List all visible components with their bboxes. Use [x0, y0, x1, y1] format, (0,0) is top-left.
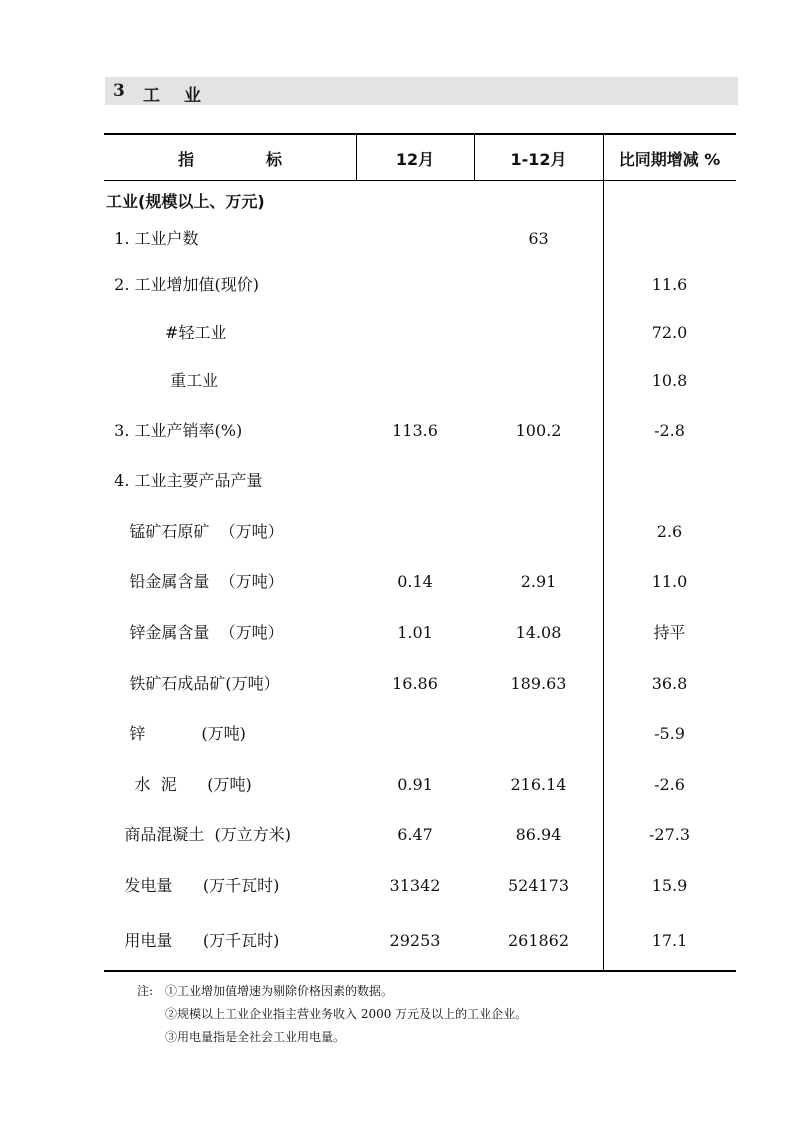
row-label: 用电量 (万千瓦时) — [104, 931, 280, 950]
table-row — [104, 621, 736, 645]
row-ytd-value: 2.91 — [520, 572, 557, 591]
row-change-value — [603, 227, 736, 251]
row-month-value: 31342 — [389, 876, 441, 895]
row-change-value: 11.0 — [651, 572, 688, 591]
row-month-value — [356, 469, 474, 493]
row-ytd-value — [474, 321, 603, 345]
row-label: 4. 工业主要产品产量 — [104, 471, 263, 490]
table-row — [104, 321, 736, 345]
table-row — [104, 823, 736, 847]
row-ytd-value — [474, 369, 603, 393]
table-row — [104, 722, 736, 746]
table-row — [104, 419, 736, 443]
header-indicator-char-1: 指 — [177, 149, 194, 169]
row-ytd-value: 524173 — [507, 876, 570, 895]
row-label: 发电量 (万千瓦时) — [104, 876, 280, 895]
row-change-value: -2.8 — [654, 421, 685, 440]
row-label: 水 泥 (万吨) — [104, 775, 252, 794]
footnote-prefix: 注: — [137, 984, 154, 998]
section-number: 3 — [113, 81, 125, 101]
row-month-value: 1.01 — [397, 623, 433, 642]
row-label: 铅金属含量 （万吨） — [104, 572, 284, 591]
row-change-value: 17.1 — [651, 931, 688, 950]
row-label: 锌 (万吨) — [104, 724, 246, 743]
row-ytd-value — [474, 273, 603, 297]
table-row — [104, 469, 736, 493]
row-label: 3. 工业产销率(%) — [104, 421, 243, 440]
footnotes — [137, 980, 528, 1049]
row-month-value — [356, 722, 474, 746]
row-month-value: 0.14 — [397, 572, 433, 591]
row-label: 重工业 — [104, 371, 219, 390]
row-ytd-value: 86.94 — [515, 825, 562, 844]
header-indicator — [104, 135, 356, 181]
row-ytd-value: 14.08 — [515, 623, 562, 642]
row-month-value: 6.47 — [397, 825, 433, 844]
row-change-value: -2.6 — [654, 775, 685, 794]
row-month-value — [356, 273, 474, 297]
table-row — [104, 369, 736, 393]
footnote — [137, 980, 394, 1003]
row-change-value: 72.0 — [651, 323, 688, 342]
row-month-value — [356, 227, 474, 251]
row-change-value: 15.9 — [651, 876, 688, 895]
footnote — [137, 1003, 528, 1026]
row-change-value: 11.6 — [651, 275, 688, 294]
section-header — [105, 77, 738, 105]
row-label: 锰矿石原矿 （万吨） — [104, 522, 284, 541]
header-month: 12月 — [395, 149, 435, 169]
table-row — [104, 227, 736, 251]
header-ytd: 1-12月 — [510, 149, 567, 169]
table-row — [104, 773, 736, 797]
header-change: 比同期增减 % — [618, 149, 721, 169]
row-change-value: 10.8 — [651, 371, 688, 390]
row-ytd-value — [474, 722, 603, 746]
row-change-value — [603, 469, 736, 493]
row-month-value — [356, 321, 474, 345]
row-label: 铁矿石成品矿(万吨） — [104, 674, 280, 693]
row-month-value — [356, 369, 474, 393]
footnote-text: ③用电量指是全社会工业用电量。 — [165, 1030, 346, 1044]
row-change-value: -5.9 — [654, 724, 685, 743]
row-change-value: 2.6 — [656, 522, 683, 541]
row-ytd-value: 100.2 — [515, 421, 562, 440]
header-indicator-char-2: 标 — [266, 149, 283, 169]
row-month-value — [356, 520, 474, 544]
row-ytd-value: 189.63 — [510, 674, 567, 693]
footnote-text: ②规模以上工业企业指主营业务收入 2000 万元及以上的工业企业。 — [165, 1007, 528, 1021]
row-ytd-value: 261862 — [507, 931, 570, 950]
table-bottom-rule — [104, 970, 736, 972]
row-label: 1. 工业户数 — [104, 229, 199, 248]
row-change-value: 36.8 — [651, 674, 688, 693]
row-change-value: -27.3 — [648, 825, 691, 844]
row-ytd-value — [474, 469, 603, 493]
row-ytd-value — [474, 520, 603, 544]
row-ytd-value: 216.14 — [510, 775, 567, 794]
group-title: 工业(规模以上、万元) — [106, 192, 265, 211]
table-row — [104, 929, 736, 953]
row-change-value: 持平 — [653, 623, 686, 642]
table-row — [104, 672, 736, 696]
row-label: 2. 工业增加值(现价) — [104, 275, 260, 294]
table-row — [104, 570, 736, 594]
row-month-value: 29253 — [389, 931, 441, 950]
table-row — [104, 273, 736, 297]
table-row — [104, 520, 736, 544]
row-label: 锌金属含量 （万吨） — [104, 623, 284, 642]
row-label: #轻工业 — [104, 323, 227, 342]
table-row — [104, 874, 736, 898]
row-label: 商品混凝土 (万立方米) — [104, 825, 292, 844]
section-title: 工业 — [143, 86, 225, 106]
footnote-text: ①工业增加值增速为剔除价格因素的数据。 — [165, 984, 394, 998]
footnote — [137, 1026, 346, 1049]
row-ytd-value: 63 — [528, 229, 549, 248]
row-month-value: 16.86 — [392, 674, 438, 693]
row-month-value: 113.6 — [392, 421, 438, 440]
row-month-value: 0.91 — [397, 775, 433, 794]
